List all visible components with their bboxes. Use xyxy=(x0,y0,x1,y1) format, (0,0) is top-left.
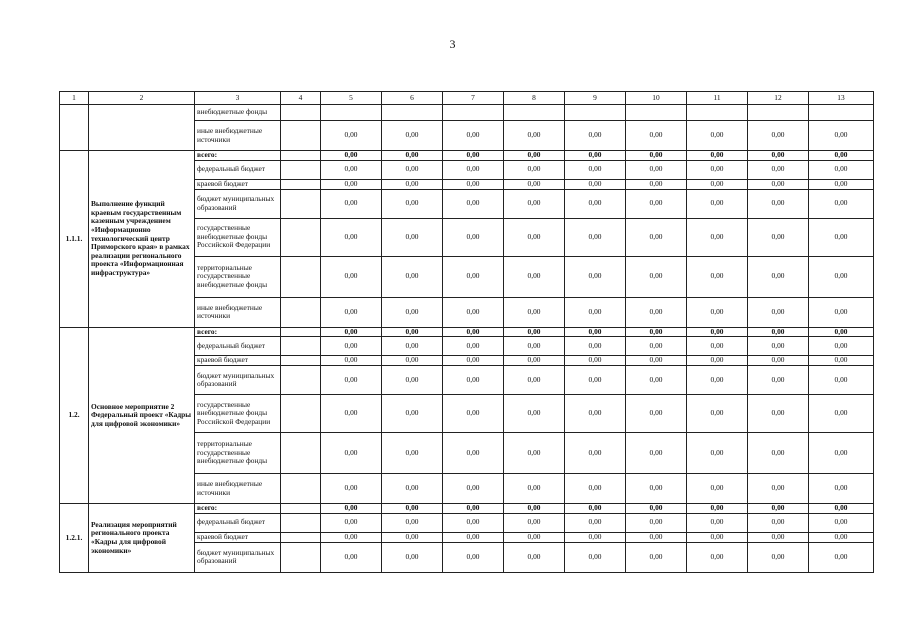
value-cell: 0,00 xyxy=(382,513,443,532)
value-cell: 0,00 xyxy=(687,297,748,327)
value-cell: 0,00 xyxy=(382,189,443,218)
section-code-cell: 1.1.1. xyxy=(60,151,89,328)
section-name-cell: Выполнение функций краевым государственным казенным учреждением «Информационно технологический центр Приморского края» в рамках реализации регионального проекта «Информационная инфраструктура» xyxy=(89,151,195,328)
empty-cell xyxy=(281,356,321,366)
value-cell: 0,00 xyxy=(687,151,748,161)
empty-cell xyxy=(281,337,321,356)
value-cell: 0,00 xyxy=(748,121,809,151)
budget-table xyxy=(59,91,874,573)
value-cell: 0,00 xyxy=(809,337,874,356)
value-cell: 0,00 xyxy=(504,366,565,395)
empty-cell xyxy=(281,218,321,256)
value-cell: 0,00 xyxy=(443,189,504,218)
value-cell: 0,00 xyxy=(443,504,504,514)
value-cell: 0,00 xyxy=(321,327,382,337)
value-cell: 0,00 xyxy=(687,542,748,572)
funding-source-cell: краевой бюджет xyxy=(195,532,281,542)
value-cell: 0,00 xyxy=(443,513,504,532)
value-cell: 0,00 xyxy=(687,504,748,514)
header-cell: 7 xyxy=(443,92,504,105)
funding-source-cell: федеральный бюджет xyxy=(195,513,281,532)
value-cell: 0,00 xyxy=(443,218,504,256)
section-code-cell: 1.2.1. xyxy=(60,504,89,573)
empty-cell xyxy=(281,179,321,189)
header-cell: 4 xyxy=(281,92,321,105)
value-cell: 0,00 xyxy=(687,366,748,395)
value-cell: 0,00 xyxy=(748,542,809,572)
value-cell: 0,00 xyxy=(443,160,504,179)
value-cell: 0,00 xyxy=(321,542,382,572)
funding-source-cell: иные внебюджетные источники xyxy=(195,474,281,504)
value-cell: 0,00 xyxy=(321,366,382,395)
value-cell: 0,00 xyxy=(626,395,687,433)
page-number: 3 xyxy=(449,37,456,51)
empty-cell xyxy=(281,532,321,542)
value-cell: 0,00 xyxy=(748,356,809,366)
value-cell: 0,00 xyxy=(565,474,626,504)
value-cell: 0,00 xyxy=(565,366,626,395)
value-cell: 0,00 xyxy=(565,160,626,179)
value-cell: 0,00 xyxy=(626,179,687,189)
header-cell: 10 xyxy=(626,92,687,105)
value-cell xyxy=(687,105,748,121)
value-cell: 0,00 xyxy=(809,297,874,327)
empty-cell xyxy=(281,366,321,395)
value-cell: 0,00 xyxy=(809,474,874,504)
header-cell: 6 xyxy=(382,92,443,105)
value-cell: 0,00 xyxy=(809,542,874,572)
empty-cell xyxy=(281,433,321,474)
value-cell: 0,00 xyxy=(504,327,565,337)
value-cell: 0,00 xyxy=(809,513,874,532)
value-cell: 0,00 xyxy=(809,121,874,151)
value-cell: 0,00 xyxy=(809,366,874,395)
funding-source-cell: иные внебюджетные источники xyxy=(195,297,281,327)
funding-source-cell: бюджет муниципальных образований xyxy=(195,542,281,572)
value-cell: 0,00 xyxy=(382,337,443,356)
empty-cell xyxy=(281,105,321,121)
value-cell: 0,00 xyxy=(504,395,565,433)
value-cell: 0,00 xyxy=(748,532,809,542)
funding-source-cell: иные внебюджетные источники xyxy=(195,121,281,151)
value-cell: 0,00 xyxy=(382,256,443,297)
value-cell: 0,00 xyxy=(565,513,626,532)
value-cell: 0,00 xyxy=(748,504,809,514)
value-cell: 0,00 xyxy=(443,474,504,504)
value-cell: 0,00 xyxy=(748,327,809,337)
value-cell xyxy=(809,105,874,121)
value-cell: 0,00 xyxy=(748,160,809,179)
value-cell: 0,00 xyxy=(321,356,382,366)
value-cell: 0,00 xyxy=(626,297,687,327)
value-cell: 0,00 xyxy=(809,151,874,161)
value-cell: 0,00 xyxy=(687,327,748,337)
value-cell: 0,00 xyxy=(626,504,687,514)
empty-cell xyxy=(281,395,321,433)
value-cell: 0,00 xyxy=(687,337,748,356)
value-cell: 0,00 xyxy=(382,327,443,337)
funding-source-cell: бюджет муниципальных образований xyxy=(195,366,281,395)
value-cell: 0,00 xyxy=(565,218,626,256)
value-cell: 0,00 xyxy=(321,218,382,256)
value-cell: 0,00 xyxy=(565,542,626,572)
value-cell: 0,00 xyxy=(809,504,874,514)
value-cell: 0,00 xyxy=(565,433,626,474)
value-cell: 0,00 xyxy=(626,366,687,395)
value-cell: 0,00 xyxy=(504,179,565,189)
value-cell: 0,00 xyxy=(565,179,626,189)
value-cell: 0,00 xyxy=(321,513,382,532)
value-cell: 0,00 xyxy=(321,474,382,504)
value-cell: 0,00 xyxy=(626,121,687,151)
value-cell: 0,00 xyxy=(748,513,809,532)
value-cell: 0,00 xyxy=(321,160,382,179)
value-cell xyxy=(504,105,565,121)
value-cell: 0,00 xyxy=(504,474,565,504)
value-cell: 0,00 xyxy=(809,327,874,337)
value-cell: 0,00 xyxy=(443,179,504,189)
value-cell: 0,00 xyxy=(748,297,809,327)
value-cell: 0,00 xyxy=(809,532,874,542)
value-cell: 0,00 xyxy=(687,218,748,256)
value-cell: 0,00 xyxy=(321,504,382,514)
value-cell: 0,00 xyxy=(382,395,443,433)
header-cell: 3 xyxy=(195,92,281,105)
value-cell: 0,00 xyxy=(382,297,443,327)
value-cell xyxy=(382,105,443,121)
value-cell: 0,00 xyxy=(687,433,748,474)
empty-cell xyxy=(281,121,321,151)
value-cell: 0,00 xyxy=(809,160,874,179)
value-cell: 0,00 xyxy=(504,542,565,572)
value-cell: 0,00 xyxy=(565,356,626,366)
funding-source-cell: краевой бюджет xyxy=(195,356,281,366)
value-cell: 0,00 xyxy=(626,356,687,366)
value-cell: 0,00 xyxy=(565,504,626,514)
value-cell: 0,00 xyxy=(687,513,748,532)
value-cell: 0,00 xyxy=(565,189,626,218)
empty-cell xyxy=(281,160,321,179)
value-cell: 0,00 xyxy=(504,504,565,514)
value-cell: 0,00 xyxy=(626,513,687,532)
value-cell: 0,00 xyxy=(321,179,382,189)
value-cell: 0,00 xyxy=(382,433,443,474)
value-cell: 0,00 xyxy=(748,256,809,297)
header-cell: 13 xyxy=(809,92,874,105)
table-row xyxy=(60,151,874,161)
value-cell: 0,00 xyxy=(443,327,504,337)
value-cell: 0,00 xyxy=(626,474,687,504)
value-cell xyxy=(565,105,626,121)
value-cell: 0,00 xyxy=(626,337,687,356)
value-cell: 0,00 xyxy=(687,160,748,179)
value-cell: 0,00 xyxy=(504,513,565,532)
value-cell: 0,00 xyxy=(687,121,748,151)
value-cell: 0,00 xyxy=(748,189,809,218)
value-cell: 0,00 xyxy=(809,256,874,297)
header-cell: 1 xyxy=(60,92,89,105)
value-cell: 0,00 xyxy=(687,256,748,297)
value-cell: 0,00 xyxy=(382,218,443,256)
funding-source-cell: государственные внебюджетные фонды Российской Федерации xyxy=(195,218,281,256)
value-cell: 0,00 xyxy=(504,189,565,218)
value-cell: 0,00 xyxy=(504,337,565,356)
value-cell xyxy=(626,105,687,121)
value-cell: 0,00 xyxy=(687,189,748,218)
value-cell: 0,00 xyxy=(809,179,874,189)
value-cell: 0,00 xyxy=(504,121,565,151)
value-cell: 0,00 xyxy=(321,395,382,433)
table-row xyxy=(60,105,874,121)
value-cell: 0,00 xyxy=(504,433,565,474)
value-cell: 0,00 xyxy=(565,297,626,327)
value-cell: 0,00 xyxy=(687,532,748,542)
section-code-cell: 1.2. xyxy=(60,327,89,504)
value-cell: 0,00 xyxy=(321,256,382,297)
header-cell: 8 xyxy=(504,92,565,105)
table-row xyxy=(60,327,874,337)
value-cell: 0,00 xyxy=(504,218,565,256)
value-cell: 0,00 xyxy=(626,189,687,218)
value-cell: 0,00 xyxy=(687,179,748,189)
value-cell: 0,00 xyxy=(687,474,748,504)
value-cell: 0,00 xyxy=(443,151,504,161)
value-cell: 0,00 xyxy=(565,395,626,433)
value-cell: 0,00 xyxy=(382,532,443,542)
header-cell: 2 xyxy=(89,92,195,105)
value-cell: 0,00 xyxy=(748,366,809,395)
value-cell: 0,00 xyxy=(382,366,443,395)
header-cell: 5 xyxy=(321,92,382,105)
header-cell: 12 xyxy=(748,92,809,105)
empty-cell xyxy=(281,256,321,297)
value-cell: 0,00 xyxy=(443,121,504,151)
funding-source-cell: федеральный бюджет xyxy=(195,160,281,179)
value-cell: 0,00 xyxy=(382,356,443,366)
value-cell: 0,00 xyxy=(504,256,565,297)
funding-source-cell: всего: xyxy=(195,504,281,514)
funding-source-cell: всего: xyxy=(195,327,281,337)
value-cell: 0,00 xyxy=(443,356,504,366)
value-cell: 0,00 xyxy=(626,433,687,474)
value-cell: 0,00 xyxy=(443,256,504,297)
value-cell: 0,00 xyxy=(443,532,504,542)
value-cell xyxy=(748,105,809,121)
empty-cell xyxy=(281,151,321,161)
empty-cell xyxy=(281,474,321,504)
value-cell: 0,00 xyxy=(809,189,874,218)
value-cell: 0,00 xyxy=(321,189,382,218)
value-cell: 0,00 xyxy=(626,160,687,179)
value-cell: 0,00 xyxy=(626,151,687,161)
value-cell: 0,00 xyxy=(626,327,687,337)
value-cell: 0,00 xyxy=(504,160,565,179)
value-cell: 0,00 xyxy=(687,356,748,366)
table-row xyxy=(60,504,874,514)
value-cell: 0,00 xyxy=(748,151,809,161)
value-cell: 0,00 xyxy=(382,160,443,179)
header-row xyxy=(60,92,874,105)
value-cell: 0,00 xyxy=(443,395,504,433)
section-name-cell: Реализация мероприятий регионального проекта «Кадры для цифровой экономики» xyxy=(89,504,195,573)
value-cell: 0,00 xyxy=(565,532,626,542)
value-cell: 0,00 xyxy=(748,474,809,504)
value-cell: 0,00 xyxy=(748,179,809,189)
value-cell: 0,00 xyxy=(382,179,443,189)
value-cell: 0,00 xyxy=(565,327,626,337)
value-cell: 0,00 xyxy=(321,121,382,151)
header-cell: 11 xyxy=(687,92,748,105)
value-cell: 0,00 xyxy=(443,542,504,572)
funding-source-cell: государственные внебюджетные фонды Российской Федерации xyxy=(195,395,281,433)
value-cell xyxy=(321,105,382,121)
empty-cell xyxy=(281,327,321,337)
funding-source-cell: территориальные государственные внебюджетные фонды xyxy=(195,256,281,297)
empty-cell xyxy=(281,542,321,572)
value-cell xyxy=(443,105,504,121)
value-cell: 0,00 xyxy=(382,121,443,151)
value-cell: 0,00 xyxy=(504,151,565,161)
value-cell: 0,00 xyxy=(565,121,626,151)
value-cell: 0,00 xyxy=(504,297,565,327)
budget-table-body xyxy=(60,92,874,573)
empty-cell xyxy=(281,513,321,532)
value-cell: 0,00 xyxy=(748,433,809,474)
empty-cell xyxy=(281,189,321,218)
value-cell: 0,00 xyxy=(748,395,809,433)
name-cell xyxy=(89,105,195,151)
funding-source-cell: всего: xyxy=(195,151,281,161)
empty-cell xyxy=(281,297,321,327)
code-cell xyxy=(60,105,89,151)
value-cell: 0,00 xyxy=(565,151,626,161)
funding-source-cell: федеральный бюджет xyxy=(195,337,281,356)
value-cell: 0,00 xyxy=(565,256,626,297)
value-cell: 0,00 xyxy=(321,433,382,474)
value-cell: 0,00 xyxy=(504,356,565,366)
value-cell: 0,00 xyxy=(626,256,687,297)
value-cell: 0,00 xyxy=(748,337,809,356)
value-cell: 0,00 xyxy=(382,504,443,514)
value-cell: 0,00 xyxy=(321,532,382,542)
value-cell: 0,00 xyxy=(626,542,687,572)
value-cell: 0,00 xyxy=(382,151,443,161)
value-cell: 0,00 xyxy=(809,395,874,433)
value-cell: 0,00 xyxy=(809,356,874,366)
value-cell: 0,00 xyxy=(626,532,687,542)
value-cell: 0,00 xyxy=(321,337,382,356)
value-cell: 0,00 xyxy=(748,218,809,256)
value-cell: 0,00 xyxy=(626,218,687,256)
value-cell: 0,00 xyxy=(382,542,443,572)
empty-cell xyxy=(281,504,321,514)
value-cell: 0,00 xyxy=(382,474,443,504)
value-cell: 0,00 xyxy=(321,297,382,327)
value-cell: 0,00 xyxy=(443,366,504,395)
header-cell: 9 xyxy=(565,92,626,105)
funding-source-cell: территориальные государственные внебюджетные фонды xyxy=(195,433,281,474)
value-cell: 0,00 xyxy=(443,337,504,356)
value-cell: 0,00 xyxy=(565,337,626,356)
funding-source-cell: краевой бюджет xyxy=(195,179,281,189)
value-cell: 0,00 xyxy=(443,297,504,327)
value-cell: 0,00 xyxy=(443,433,504,474)
funding-source-cell: бюджет муниципальных образований xyxy=(195,189,281,218)
value-cell: 0,00 xyxy=(809,433,874,474)
funding-source-cell: внебюджетные фонды xyxy=(195,105,281,121)
value-cell: 0,00 xyxy=(321,151,382,161)
value-cell: 0,00 xyxy=(809,218,874,256)
value-cell: 0,00 xyxy=(687,395,748,433)
section-name-cell: Основное мероприятие 2 Федеральный проект «Кадры для цифровой экономики» xyxy=(89,327,195,504)
value-cell: 0,00 xyxy=(504,532,565,542)
